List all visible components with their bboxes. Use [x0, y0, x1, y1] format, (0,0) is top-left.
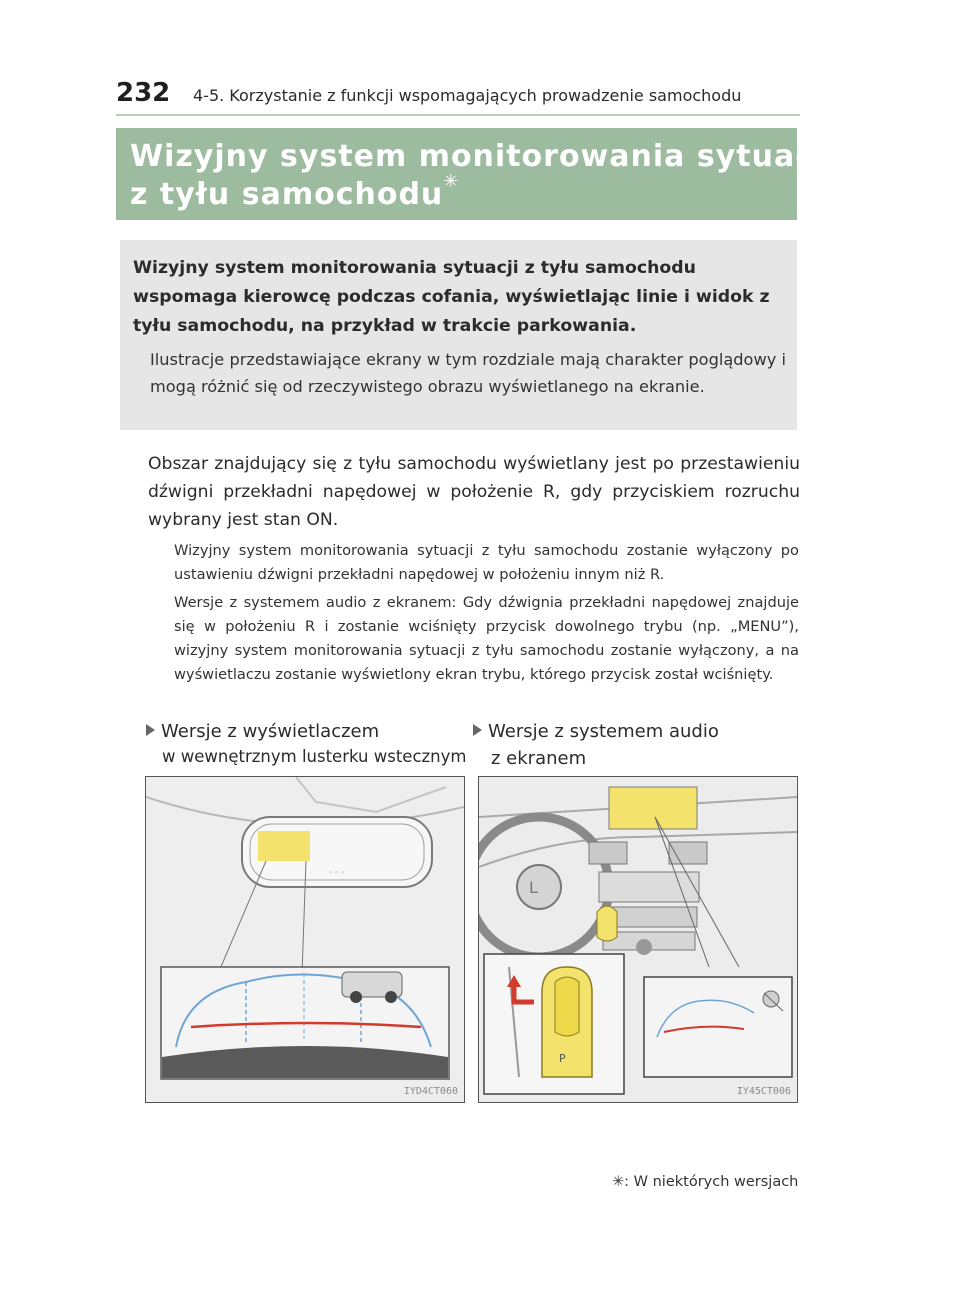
triangle-bullet-icon: [473, 724, 482, 736]
audio-screen-highlight: [609, 787, 697, 829]
note-2: Wersje z systemem audio z ekranem: Gdy dźwignia przekładni napędowej znajduje się w położeniu R i zostanie wciśnięty przycisk dowolnego trybu (np. „MENU”), wizyjny system monitorowania sytuacji z tyłu samochodu zostanie wyłączony, a na wyświetlaczu zostanie wyświetlony ekran trybu, którego przycisk został wciśnięty.: [174, 594, 799, 683]
figure-mirror-display: [145, 776, 465, 1103]
page-title-line-1: Wizyjny system monitorowania sytuacji: [130, 139, 837, 174]
variant-heading-mirror: [146, 719, 379, 744]
figure-code-left: IYD4CT060: [403, 1086, 458, 1097]
dashboard-illustration: [479, 777, 797, 1102]
page-title-line-2-text: z tyłu samochodu: [130, 177, 444, 212]
asterisk-icon: ✳: [443, 171, 460, 192]
intro-note: Ilustracje przedstawiające ekrany w tym rozdziale mają charakter poglądowy i mogą różnić się od rzeczywistego obrazu wyświetlanego na ekranie.: [150, 350, 786, 396]
variant-right-line1: Wersje z systemem audio: [488, 721, 719, 742]
body-paragraph: Obszar znajdujący się z tyłu samochodu wyświetlany jest po przestawieniu dźwigni przekładni napędowej w położenie R, gdy przyciskiem rozruchu wybrany jest stan ON.: [148, 454, 800, 530]
footnote: [612, 1174, 798, 1190]
variant-left-line2: w wewnętrznym lusterku wstecznym: [162, 747, 467, 766]
mirror-illustration: [146, 777, 464, 1102]
figure-audio-display: [478, 776, 798, 1103]
footnote-text: : W niektórych wersjach: [624, 1174, 799, 1190]
page-title-line-2: [130, 171, 460, 212]
variant-heading-audio: [473, 719, 719, 744]
display-area-highlight: [258, 831, 310, 861]
figure-code-right: IY45CT006: [736, 1086, 791, 1097]
variant-right-line2: z ekranem: [491, 748, 587, 769]
intro-text: Wizyjny system monitorowania sytuacji z tyłu samochodu wspomaga kierowcę podczas cofania, wyświetlając linie i widok z tyłu samochodu, na przykład w trakcie parkowania.: [133, 258, 770, 336]
svg-text:P: P: [559, 1052, 566, 1065]
svg-text:L: L: [529, 878, 538, 897]
svg-text:◦ ◦ ◦: ◦ ◦ ◦: [328, 869, 345, 877]
asterisk-icon: ✳: [612, 1174, 625, 1190]
page-number: 232: [116, 78, 171, 108]
note-1: Wizyjny system monitorowania sytuacji z tyłu samochodu zostanie wyłączony po ustawieniu dźwigni przekładni napędowej w położeniu innym niż R.: [174, 542, 799, 583]
section-title: 4-5. Korzystanie z funkcji wspomagających prowadzenie samochodu: [193, 86, 742, 105]
variant-left-line1: Wersje z wyświetlaczem: [161, 721, 380, 742]
header-divider: [116, 114, 800, 116]
triangle-bullet-icon: [146, 724, 155, 736]
